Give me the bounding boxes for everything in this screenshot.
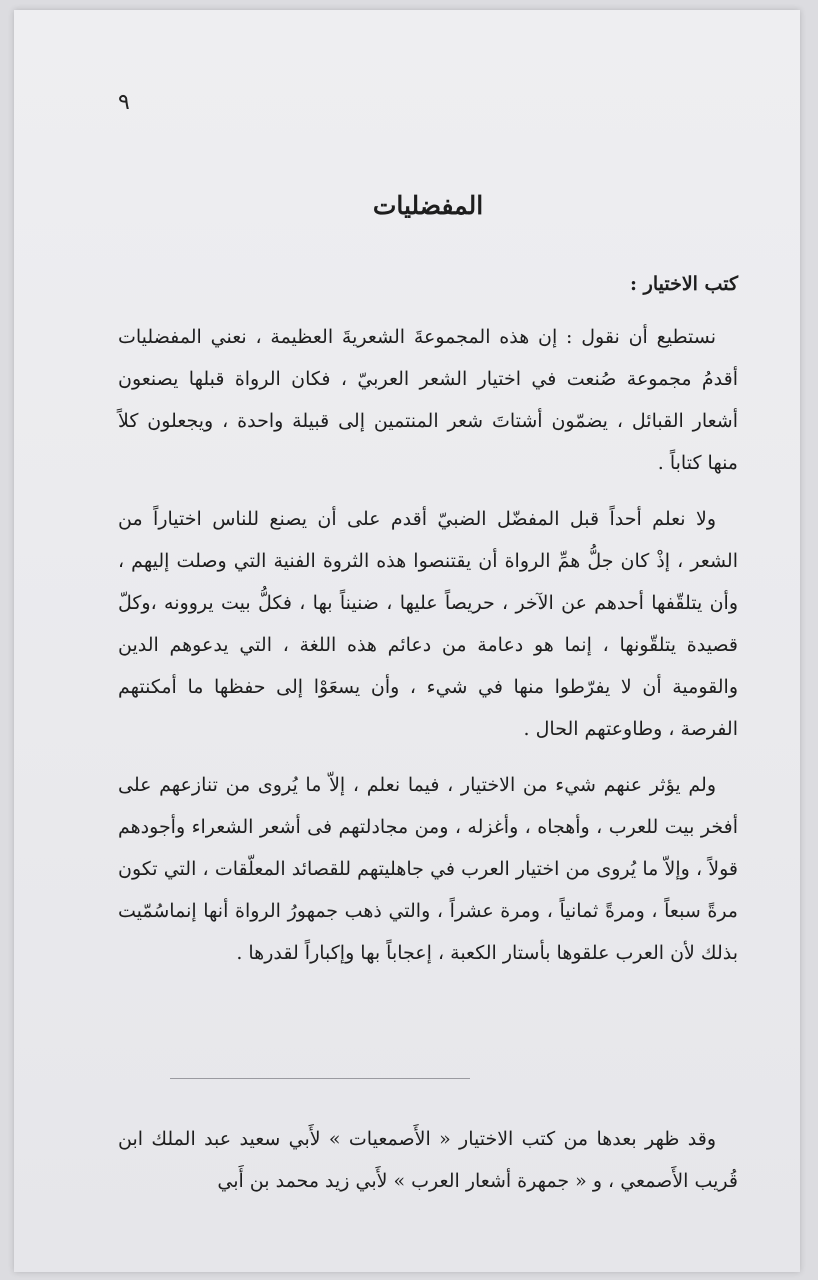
section-subheading: كتب الاختيار :: [630, 273, 738, 295]
paragraph: نستطيع أن نقول : إن هذه المجموعةَ الشعريةَ العظيمة ، نعني المفضليات أقدمُ مجموعة صُنعت في اختيار الشعر العربيّ ، فكان الرواة قبلها يصنعون أشعار القبائل ، يضمّون أشتاتَ شعر المنتمين إلى قبيلة واحدة ، ويجعلون كلاً منها كتاباً .: [118, 326, 738, 474]
footnote-divider: [170, 1078, 470, 1079]
page-number: ٩: [118, 90, 130, 115]
page-tail: [118, 1118, 738, 1216]
paragraph: ولم يؤثر عنهم شيء من الاختيار ، فيما نعلم ، إلاّ ما يُروى من تنازعهم على أفخر بيت للعرب ، وأهجاه ، وأغزله ، ومن مجادلتهم فى أشعر الشعراء وأجودهم قولاً ، وإلاّ ما يُروى من اختيار العرب في جاهليتهم للقصائد المعلّقات ، التي تكون مرةً سبعاً ، ومرةً ثمانياً ، ومرة عشراً ، والتي ذهب جمهورُ الرواة أنها إنماسُمّيت بذلك لأن العرب علقوها بأستار الكعبة ، إعجاباً بها وإكباراً لقدرها .: [118, 774, 738, 964]
chapter-heading: المفضليات: [372, 191, 484, 220]
book-page: [14, 10, 800, 1272]
paragraph: ولا نعلم أحداً قبل المفضّل الضبيّ أقدم على أن يصنع للناس اختياراً من الشعر ، إذْ كان جلُّ همِّ الرواة أن يقتنصوا هذه الثروة الفنية التي وصلت إليهم ، وأن يتلقّفها أحدهم عن الآخر ، حريصاً عليها ، ضنيناً بها ، فكلُّ بيت يروونه ،وكلّ قصيدة يتلقّونها ، إنما هو دعامة من دعائم هذه اللغة ، التي يدعوهم الدين والقومية أن لا يفرّطوا منها في شيء ، وأن يسعَوْا إلى حفظها ما أمكنتهم الفرصة ، وطاوعتهم الحال .: [118, 508, 738, 740]
page-content: [118, 186, 738, 988]
paragraph: وقد ظهر بعدها من كتب الاختيار « الأَصمعيات » لأَبي سعيد عبد الملك ابن قُريب الأَصمعي ، و « جمهرة أشعار العرب » لأَبي زيد محمد بن أَبي: [118, 1128, 738, 1192]
